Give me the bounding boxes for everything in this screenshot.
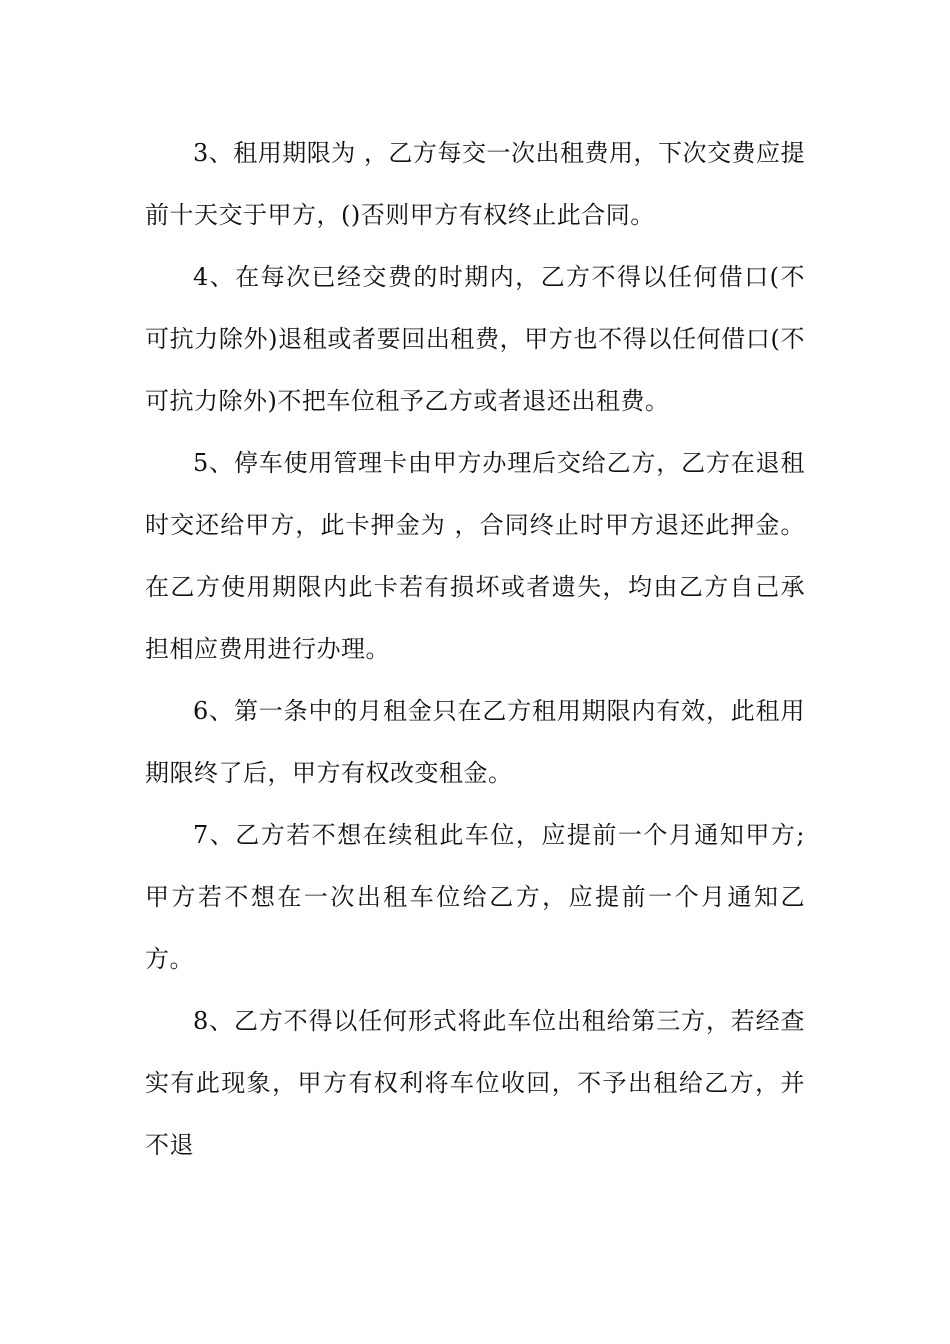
clause-3: 3、租用期限为 ，乙方每交一次出租费用，下次交费应提前十天交于甲方，()否则甲方有权终止此合同。 [145,139,805,229]
clause-7: 7、乙方若不想在续租此车位，应提前一个月通知甲方;甲方若不想在一次出租车位给乙方，应提前一个月通知乙方。 [145,821,805,973]
clause-4: 4、在每次已经交费的时期内，乙方不得以任何借口(不可抗力除外)退租或者要回出租费，甲方也不得以任何借口(不可抗力除外)不把车位租予乙方或者退还出租费。 [145,263,805,415]
clause-5: 5、停车使用管理卡由甲方办理后交给乙方，乙方在退租时交还给甲方，此卡押金为 ，合同终止时甲方退还此押金。在乙方使用期限内此卡若有损坏或者遗失，均由乙方自己承担相应费用进行办理。 [145,449,805,663]
document-body [145,122,805,1176]
clause-6: 6、第一条中的月租金只在乙方租用期限内有效，此租用期限终了后，甲方有权改变租金。 [145,697,805,787]
clause-8: 8、乙方不得以任何形式将此车位出租给第三方，若经查实有此现象，甲方有权利将车位收回，不予出租给乙方，并不退 [145,1007,805,1159]
